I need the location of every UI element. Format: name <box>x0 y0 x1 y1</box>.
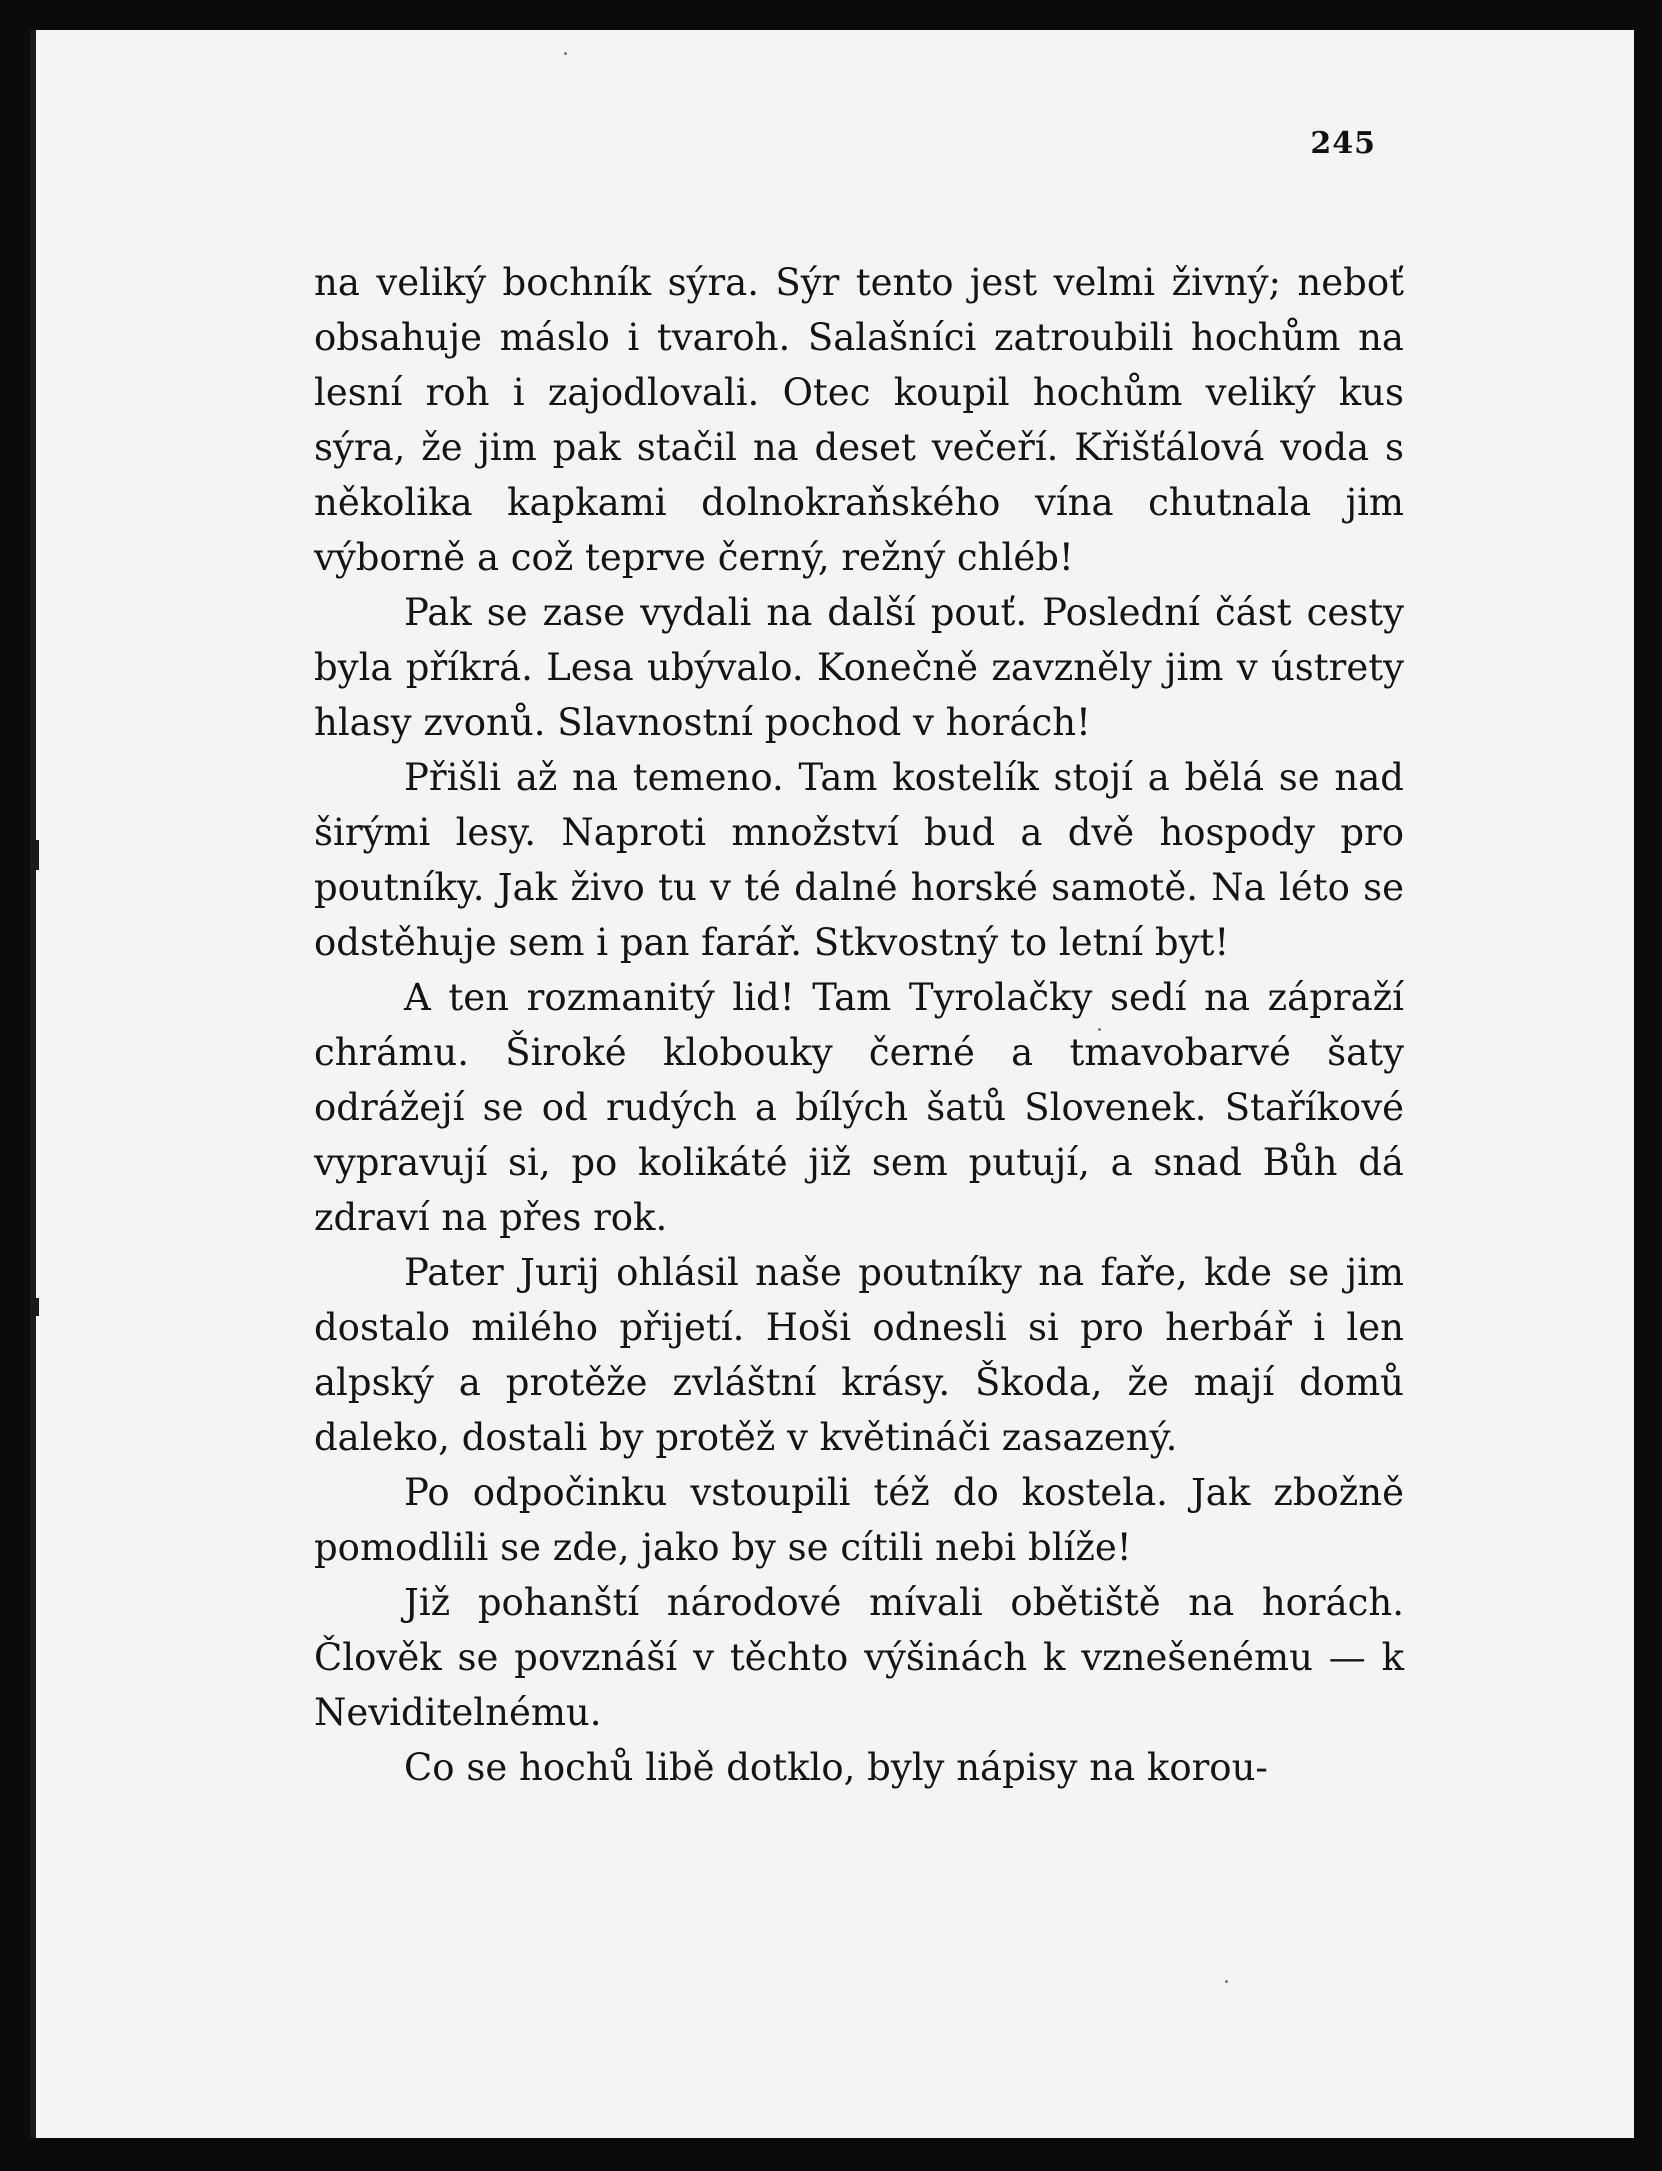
speck <box>1225 1980 1228 1983</box>
paragraph: Pater Jurij ohlásil naše poutníky na faře, kde se jim dostalo milého přijetí. Hoši odnesli si pro herbář i len alpský a protěže zvláštní krásy. Škoda, že mají domů daleko, dostali by protěž v květináči zasazený. <box>314 1251 1404 1459</box>
gutter-line <box>30 30 36 2138</box>
paragraph: Co se hochů libě dotklo, byly nápisy na korou- <box>404 1746 1268 1789</box>
speck <box>564 52 567 55</box>
page-number: 245 <box>1310 126 1376 161</box>
gutter-mark <box>30 840 39 870</box>
paragraph: Již pohanští národové mívali obětiště na horách. Člověk se povznáší v těchto výšinách k vznešenému — k Neviditelnému. <box>314 1581 1404 1734</box>
gutter-mark <box>30 1298 39 1316</box>
paragraph: Přišli až na temeno. Tam kostelík stojí a bělá se nad širými lesy. Naproti množství bud a dvě hospody pro poutníky. Jak živo tu v té dalné horské samotě. Na léto se odstěhuje sem i pan farář. Stkvostný to letní byt! <box>314 756 1404 964</box>
scanned-page <box>30 30 1634 2138</box>
paragraph: na veliký bochník sýra. Sýr tento jest velmi živný; neboť obsahuje máslo i tvaroh. Salašníci zatroubili hochům na lesní roh i zajodlovali. Otec koupil hochům veliký kus sýra, že jim pak stačil na deset večeří. Křišťálová voda s několika kapkami dolnokraňského vína chutnala jim výborně a což teprve černý, režný chléb! <box>314 261 1404 579</box>
paragraph: A ten rozmanitý lid! Tam Tyrolačky sedí na zápraží chrámu. Široké klobouky černé a tmavobarvé šaty odrážejí se od rudých a bílých šatů Slovenek. Staříkové vypravují si, po kolikáté již sem putují, a snad Bůh dá zdraví na přes rok. <box>314 976 1404 1239</box>
body-text <box>314 255 1404 1795</box>
paragraph: Po odpočinku vstoupili též do kostela. Jak zbožně pomodlili se zde, jako by se cítili nebi blíže! <box>314 1471 1404 1569</box>
paragraph: Pak se zase vydali na další pouť. Poslední část cesty byla příkrá. Lesa ubývalo. Konečně zavzněly jim v ústrety hlasy zvonů. Slavnostní pochod v horách! <box>314 591 1404 744</box>
